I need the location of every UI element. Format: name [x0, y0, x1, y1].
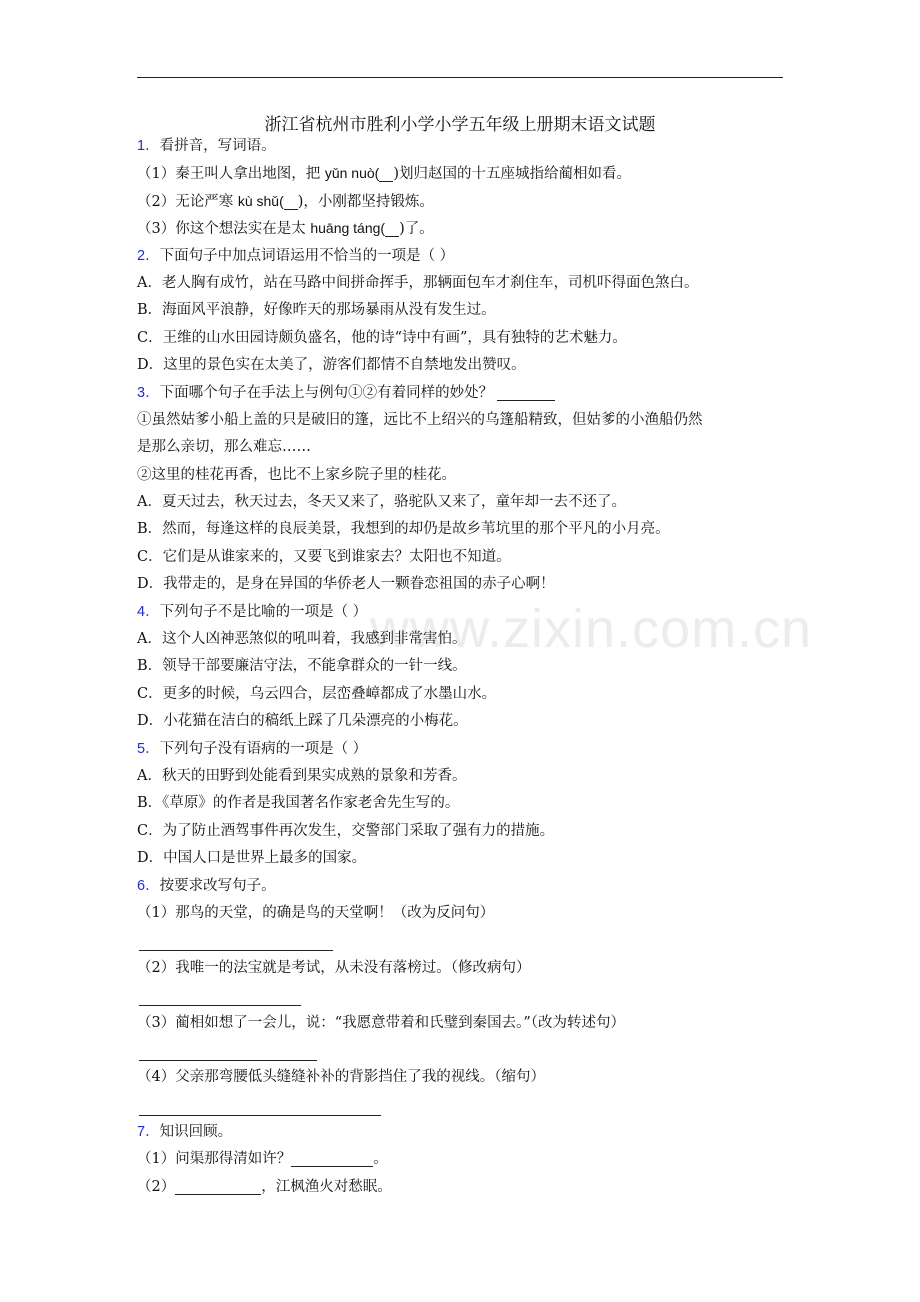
- answer-line: [137, 1092, 787, 1119]
- question-text: 下面哪个句子在手法上与例句①②有着同样的妙处？: [159, 384, 494, 401]
- option[interactable]: D．这里的景色实在太美了，游客们都情不自禁地发出赞叹。: [137, 357, 526, 374]
- answer-blank[interactable]: [284, 192, 298, 210]
- question-number: 6．: [137, 877, 160, 894]
- option[interactable]: C．王维的山水田园诗颇负盛名，他的诗“诗中有画”，具有独特的艺术魅力。: [137, 329, 627, 346]
- q1-item-prefix: （1）秦王叫人拿出地图，把: [137, 166, 325, 183]
- q6-item-4: （4）父亲那弯腰低头缝缝补补的背影挡住了我的视线。（缩句）: [137, 1069, 545, 1086]
- q6-item-3: （3）蔺相如想了一会儿，说：“我愿意带着和氏璧到秦国去。”（改为转述句）: [137, 1014, 626, 1031]
- answer-blank[interactable]: [175, 1177, 261, 1195]
- option[interactable]: A．秋天的田野到处能看到果实成熟的景象和芳香。: [137, 767, 467, 784]
- page-title: 浙江省杭州市胜利小学小学五年级上册期末语文试题: [264, 115, 656, 135]
- option[interactable]: A．老人胸有成竹，站在马路中间拼命挥手，那辆面包车才刹住车，司机吓得面色煞白。: [137, 274, 699, 291]
- q7-item-prefix: （1）问渠那得清如许？: [137, 1151, 292, 1168]
- question-7: [137, 1119, 787, 1146]
- answer-line: [137, 927, 787, 954]
- question-text: 看拼音，写词语。: [159, 138, 276, 154]
- example-sentence-1-cont: 是那么亲切，那么难忘……: [137, 439, 311, 456]
- pinyin: yǔn nuò(: [324, 165, 380, 182]
- option[interactable]: B．领导干部要廉洁守法，不能拿群众的一针一线。: [137, 658, 467, 675]
- option[interactable]: B．《草原》的作者是我国著名作家老舍先生写的。: [137, 795, 460, 812]
- question-text: 下面句子中加点词语运用不恰当的一项是（ ）: [159, 247, 455, 264]
- question-text: 知识回顾。: [159, 1124, 233, 1141]
- option[interactable]: C．为了防止酒驾事件再次发生，交警部门采取了强有力的措施。: [137, 822, 555, 839]
- answer-blank[interactable]: [291, 1149, 373, 1167]
- answer-blank[interactable]: [497, 383, 555, 401]
- question-3: [137, 380, 787, 407]
- answer-line: [137, 982, 787, 1009]
- answer-blank[interactable]: [139, 1043, 317, 1061]
- header-rule: [137, 77, 783, 78]
- option[interactable]: D．小花猫在洁白的稿纸上踩了几朵漂亮的小梅花。: [137, 713, 468, 730]
- question-4: [137, 599, 787, 626]
- option[interactable]: B．然而，每逢这样的良辰美景，我想到的却仍是故乡苇坑里的那个平凡的小月亮。: [137, 521, 670, 538]
- q6-item-2: （2）我唯一的法宝就是考试，从未没有落榜过。（修改病句）: [137, 959, 531, 976]
- q6-item-1: （1）那鸟的天堂，的确是鸟的天堂啊！（改为反问句）: [137, 904, 495, 921]
- q1-item-1: [137, 160, 787, 187]
- option[interactable]: C．更多的时候，乌云四合，层峦叠嶂都成了水墨山水。: [137, 685, 497, 702]
- question-text: 按要求改写句子。: [159, 877, 276, 894]
- answer-blank[interactable]: [139, 988, 301, 1006]
- question-number: 3．: [137, 384, 160, 401]
- q1-item-suffix: )划归赵国的十五座城指给蔺相如看。: [393, 166, 631, 183]
- answer-blank[interactable]: [139, 1098, 381, 1116]
- question-5: [137, 736, 787, 763]
- answer-line: [137, 1037, 787, 1064]
- q7-item-suffix: 。: [373, 1151, 388, 1168]
- answer-blank[interactable]: [139, 933, 333, 951]
- pinyin: kù shǔ(: [237, 192, 284, 209]
- q1-item-prefix: （3）你这个想法实在是太: [137, 221, 311, 238]
- q1-item-3: [137, 215, 787, 242]
- q7-item-1: [137, 1146, 787, 1173]
- q1-item-2: [137, 188, 787, 215]
- question-text: 下列句子不是比喻的一项是（ ）: [159, 603, 368, 620]
- q7-item-2: [137, 1174, 787, 1201]
- q7-item-prefix: （2）: [137, 1178, 176, 1195]
- option[interactable]: D．中国人口是世界上最多的国家。: [137, 850, 367, 867]
- question-number: 5．: [137, 740, 160, 757]
- question-number: 1．: [137, 138, 160, 154]
- option[interactable]: A．夏天过去，秋天过去，冬天又来了，骆驼队又来了，童年却一去不还了。: [137, 494, 626, 511]
- question-number: 7．: [137, 1124, 160, 1141]
- question-text: 下列句子没有语病的一项是（ ）: [159, 740, 368, 757]
- question-1: [137, 133, 787, 160]
- option[interactable]: D．我带走的，是身在异国的华侨老人一颗眷恋祖国的赤子心啊！: [137, 576, 555, 593]
- watermark: www.zixin.com.cn: [370, 599, 813, 659]
- q7-item-suffix: ，江枫渔火对愁眠。: [261, 1178, 392, 1195]
- q1-item-suffix: )了。: [399, 221, 434, 238]
- question-6: [137, 873, 787, 900]
- example-sentence-1: ①虽然姑爹小船上盖的只是破旧的篷，远比不上绍兴的乌篷船精致，但姑爹的小渔船仍然: [137, 411, 703, 428]
- option[interactable]: C．它们是从谁家来的，又要飞到谁家去？太阳也不知道。: [137, 548, 511, 565]
- question-list: [137, 133, 787, 1201]
- question-number: 4．: [137, 603, 160, 620]
- example-sentence-2: ②这里的桂花再香，也比不上家乡院子里的桂花。: [137, 466, 456, 483]
- q1-item-prefix: （2）无论严寒: [137, 193, 238, 210]
- answer-blank[interactable]: [385, 219, 399, 237]
- pinyin: huāng táng(: [310, 220, 386, 237]
- option[interactable]: A．这个人凶神恶煞似的吼叫着，我感到非常害怕。: [137, 631, 467, 648]
- option[interactable]: B．海面风平浪静，好像昨天的那场暴雨从没有发生过。: [137, 302, 496, 319]
- q1-item-suffix: )，小刚都坚持锻炼。: [297, 193, 434, 210]
- question-number: 2．: [137, 247, 160, 264]
- answer-blank[interactable]: [379, 164, 393, 182]
- question-2: [137, 243, 787, 270]
